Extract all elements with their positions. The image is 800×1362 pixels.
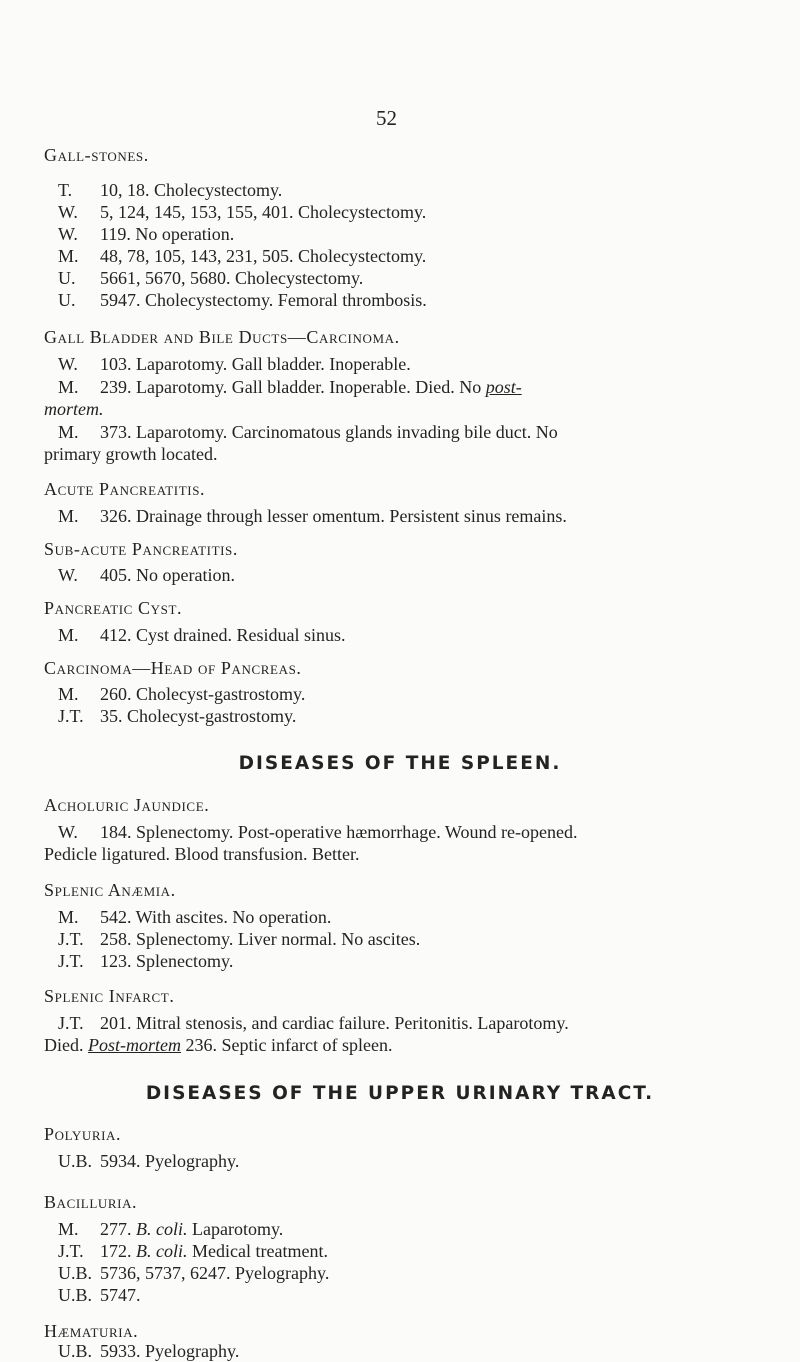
entry-line	[58, 1151, 239, 1172]
entry-line	[58, 290, 427, 311]
heading-subacute-pancreatitis: Sub-acute Pancreatitis.	[44, 539, 238, 559]
entry-line	[58, 246, 426, 267]
case-ref: J.T.	[58, 929, 84, 949]
case-ref: U.B.	[58, 1285, 93, 1305]
case-text: 5747.	[100, 1285, 141, 1305]
heading-haematuria: Hæmaturia.	[44, 1321, 139, 1341]
continuation-line: mortem.	[44, 399, 104, 419]
entry-line	[58, 1219, 283, 1240]
case-text: 10, 18. Cholecystectomy.	[100, 180, 283, 200]
case-text: 5736, 5737, 6247. Pyelography.	[100, 1263, 330, 1283]
case-ref: W.	[58, 565, 78, 585]
case-text: 542. With ascites. No operation.	[100, 907, 332, 927]
heading-polyuria: Polyuria.	[44, 1124, 122, 1144]
case-ref: W.	[58, 822, 78, 842]
case-text: 405. No operation.	[100, 565, 235, 585]
heading-splenic-infarct: Splenic Infarct.	[44, 986, 175, 1006]
heading-splenic-anaemia: Splenic Anæmia.	[44, 880, 176, 900]
case-ref: M.	[58, 246, 79, 266]
case-text: 5933. Pyelography.	[100, 1341, 240, 1361]
case-ref: J.T.	[58, 951, 84, 971]
case-ref: U.B.	[58, 1263, 93, 1283]
case-ref: W.	[58, 354, 78, 374]
case-ref: W.	[58, 224, 78, 244]
entry-line	[58, 224, 234, 245]
entry-line	[58, 951, 233, 972]
case-ref: M.	[58, 422, 79, 442]
case-text: 260. Cholecyst-gastrostomy.	[100, 684, 306, 704]
case-ref: W.	[58, 202, 78, 222]
heading-acholuric-jaundice: Acholuric Jaundice.	[44, 795, 210, 815]
italic-term: B. coli.	[136, 1219, 188, 1239]
case-text: 172.	[100, 1241, 136, 1261]
entry-line	[58, 822, 577, 843]
case-ref: M.	[58, 625, 79, 645]
heading-acute-pancreatitis: Acute Pancreatitis.	[44, 479, 206, 499]
case-text: 258. Splenectomy. Liver normal. No ascites.	[100, 929, 421, 949]
case-text: 239. Laparotomy. Gall bladder. Inoperable. Died. No	[100, 377, 486, 397]
case-ref: J.T.	[58, 1241, 84, 1261]
entry-line	[58, 1263, 329, 1284]
entry-line	[58, 180, 282, 201]
entry-line	[58, 354, 411, 375]
entry-line	[58, 506, 567, 527]
entry-line	[58, 706, 296, 727]
case-ref: M.	[58, 377, 79, 397]
case-ref: U.	[58, 268, 76, 288]
case-text: 103. Laparotomy. Gall bladder. Inoperable.	[100, 354, 411, 374]
cont-text: 236. Septic infarct of spleen.	[181, 1035, 393, 1055]
italic-term: post-	[485, 377, 522, 397]
case-text: 326. Drainage through lesser omentum. Persistent sinus remains.	[100, 506, 567, 526]
case-ref: M.	[58, 907, 79, 927]
case-text: 277.	[100, 1219, 136, 1239]
case-text: 35. Cholecyst-gastrostomy.	[100, 706, 297, 726]
case-text: Medical treatment.	[187, 1241, 328, 1261]
entry-line	[58, 1341, 239, 1362]
entry-line	[58, 268, 363, 289]
continuation-line: primary growth located.	[44, 444, 218, 464]
entry-line	[58, 1285, 141, 1306]
entry-line	[58, 377, 522, 398]
heading-bacilluria: Bacilluria.	[44, 1192, 138, 1212]
heading-pancreatic-cyst: Pancreatic Cyst.	[44, 598, 183, 618]
entry-line	[58, 625, 346, 646]
case-text: Laparotomy.	[187, 1219, 284, 1239]
entry-line	[58, 1241, 328, 1262]
case-ref: U.	[58, 290, 76, 310]
case-text: 184. Splenectomy. Post-operative hæmorrhage. Wound re-opened.	[100, 822, 578, 842]
case-text: 123. Splenectomy.	[100, 951, 234, 971]
chapter-heading-urinary: DISEASES OF THE UPPER URINARY TRACT.	[145, 1083, 655, 1104]
entry-line	[58, 907, 331, 928]
case-ref: J.T.	[58, 1013, 84, 1033]
entry-line	[58, 202, 426, 223]
case-text: 201. Mitral stenosis, and cardiac failure. Peritonitis. Laparotomy.	[100, 1013, 569, 1033]
case-text: 373. Laparotomy. Carcinomatous glands invading bile duct. No	[100, 422, 558, 442]
entry-line	[58, 684, 305, 705]
case-text: 412. Cyst drained. Residual sinus.	[100, 625, 346, 645]
case-ref: M.	[58, 506, 79, 526]
heading-gall-bladder-carcinoma: Gall Bladder and Bile Ducts—Carcinoma.	[44, 327, 400, 347]
case-text: 5934. Pyelography.	[100, 1151, 240, 1171]
case-text: 5661, 5670, 5680. Cholecystectomy.	[100, 268, 364, 288]
case-ref: M.	[58, 1219, 79, 1239]
case-text: 48, 78, 105, 143, 231, 505. Cholecystectomy.	[100, 246, 427, 266]
italic-term: B. coli.	[136, 1241, 188, 1261]
page-number: 52	[376, 106, 397, 130]
cont-text: Died.	[44, 1035, 88, 1055]
case-text: 5, 124, 145, 153, 155, 401. Cholecystectomy.	[100, 202, 427, 222]
entry-line	[58, 422, 558, 443]
chapter-heading-spleen: DISEASES OF THE SPLEEN.	[238, 753, 562, 774]
case-text: 5947. Cholecystectomy. Femoral thrombosis.	[100, 290, 427, 310]
entry-line	[58, 929, 420, 950]
heading-gallstones: Gall-stones.	[44, 145, 149, 165]
case-text: 119. No operation.	[100, 224, 235, 244]
continuation-line: Pedicle ligatured. Blood transfusion. Better.	[44, 844, 360, 864]
case-ref: U.B.	[58, 1341, 93, 1361]
entry-line	[58, 1013, 569, 1034]
case-ref: T.	[58, 180, 73, 200]
case-ref: U.B.	[58, 1151, 93, 1171]
heading-carcinoma-pancreas: Carcinoma—Head of Pancreas.	[44, 658, 302, 678]
continuation-line	[44, 1035, 392, 1056]
italic-term: Post-mortem	[88, 1035, 181, 1055]
case-ref: M.	[58, 684, 79, 704]
entry-line	[58, 565, 235, 586]
case-ref: J.T.	[58, 706, 84, 726]
